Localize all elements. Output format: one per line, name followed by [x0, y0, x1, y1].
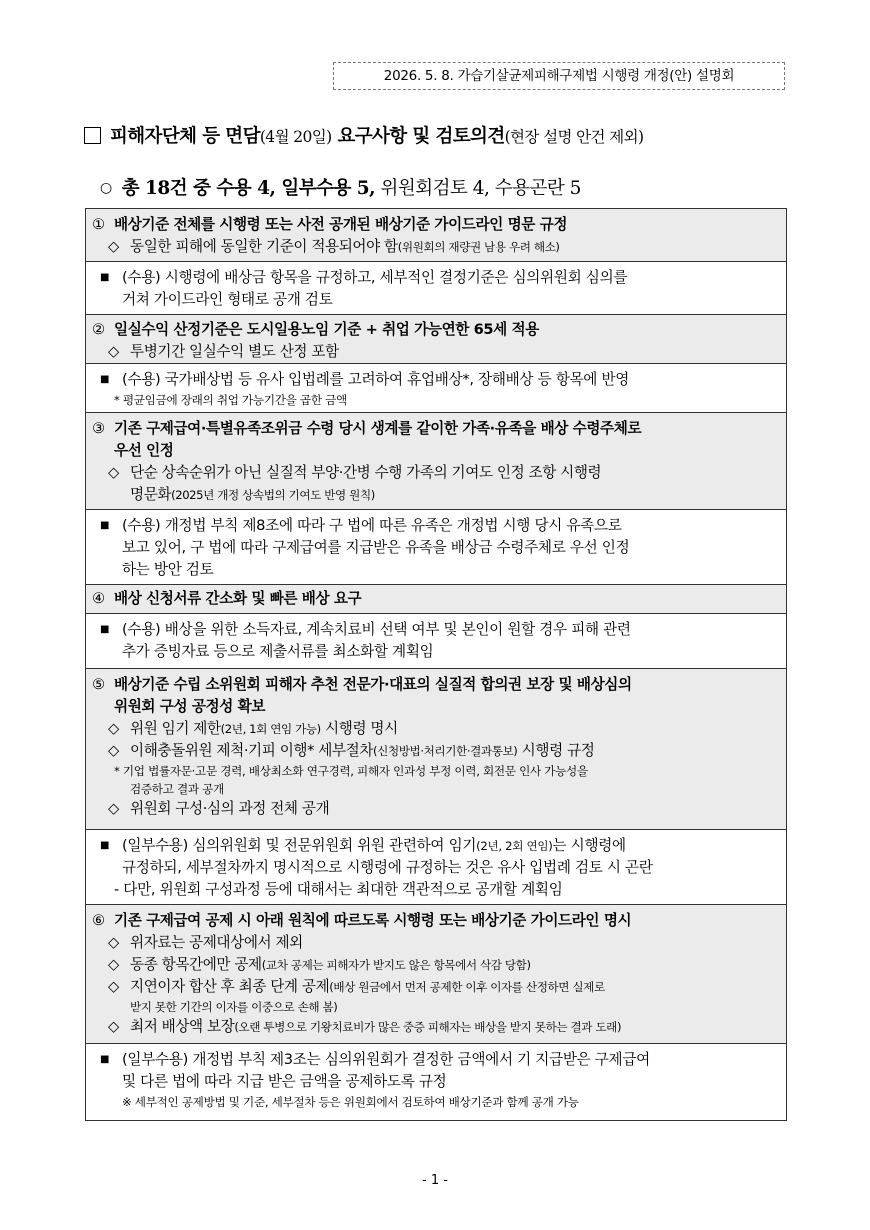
request-detail [86, 1016, 786, 1038]
detail-note: (교차 공제는 피해자가 받지도 않은 항목에서 삭감 당함) [261, 958, 531, 972]
response-row [86, 830, 787, 905]
request-detail [86, 718, 786, 740]
detail-text: 명문화 [130, 486, 172, 503]
response-text-cont [86, 289, 786, 311]
title-main: 피해자단체 등 면담 [110, 126, 260, 147]
response-text-cont [86, 857, 786, 879]
detail-text: 투병기간 일실수익 별도 산정 포함 [130, 343, 339, 360]
request-detail [86, 976, 786, 998]
requests-table [85, 208, 787, 1121]
item-number: ⑤ [92, 676, 105, 693]
response-line: 보고 있어, 구 법에 따라 구제급여를 지급받은 유족을 배상금 수령주체로 우선 인정 [122, 539, 630, 556]
request-detail-cont [86, 484, 786, 506]
response-row [86, 1044, 787, 1121]
response-cell [86, 510, 787, 585]
request-cell [86, 315, 787, 364]
request-detail-cont [86, 998, 786, 1016]
detail-note: (배상 원금에서 먼저 공제한 이후 이자를 산정하면 실제로 [329, 980, 605, 994]
request-detail [86, 932, 786, 954]
detail-text: 위원 임기 제한 [130, 720, 221, 737]
response-text-cont [86, 559, 786, 581]
response-text [86, 830, 786, 857]
heading-text: 위원회 구성 공정성 확보 [114, 698, 266, 715]
request-heading [86, 585, 786, 610]
diamond-bullet-icon: ◇ [108, 956, 119, 973]
response-row [86, 614, 787, 669]
request-detail [86, 798, 786, 820]
request-heading [86, 413, 786, 440]
response-line: 및 다른 법에 따라 지급 받은 금액을 공제하도록 규정 [122, 1073, 447, 1090]
detail-note: 받지 못한 기간의 이자를 이중으로 손해 봄) [130, 1000, 338, 1014]
diamond-bullet-icon: ◇ [108, 464, 119, 481]
response-line: 는 시행령에 [552, 837, 626, 854]
response-text [86, 510, 786, 537]
diamond-bullet-icon: ◇ [108, 800, 119, 817]
diamond-bullet-icon: ◇ [108, 238, 119, 255]
detail-text: 최저 배상액 보장 [130, 1018, 235, 1035]
heading-text: 우선 인정 [114, 442, 174, 459]
checkbox-square-icon [84, 127, 101, 144]
request-row [86, 315, 787, 364]
square-bullet-icon: ■ [100, 624, 110, 635]
request-cell [86, 209, 787, 262]
detail-text: 동종 항목간에만 공제 [130, 956, 262, 973]
request-heading [86, 209, 786, 236]
circle-bullet-icon: ○ [100, 180, 112, 196]
detail-text: 시행령 규정 [517, 742, 595, 759]
detail-text: 동일한 피해에 동일한 기준이 적용되어야 함 [130, 238, 398, 255]
title-rest: 요구사항 및 검토의견 [331, 126, 505, 147]
request-heading-cont [86, 696, 786, 718]
diamond-bullet-icon: ◇ [108, 742, 119, 759]
detail-note: (2년, 1회 연임 가능) [220, 722, 321, 736]
diamond-bullet-icon: ◇ [108, 1018, 119, 1035]
diamond-bullet-icon: ◇ [108, 934, 119, 951]
item-number: ④ [92, 590, 105, 607]
detail-note: (2025년 개정 상속법의 기여도 반영 원칙) [171, 488, 375, 502]
response-line: 추가 증빙자료 등으로 제출서류를 최소화할 계획임 [122, 643, 434, 660]
summary-rest: 위원회검토 4, 수용곤란 5 [375, 178, 581, 199]
response-line: (일부수용) 심의위원회 및 전문위원회 위원 관련하여 임기 [122, 837, 477, 854]
detail-text: 위자료는 공제대상에서 제외 [130, 934, 303, 951]
response-line: 하는 방안 검토 [122, 561, 214, 578]
item-number: ② [92, 321, 105, 338]
response-cell [86, 614, 787, 669]
response-row [86, 510, 787, 585]
square-bullet-icon: ■ [100, 1054, 110, 1065]
request-row [86, 585, 787, 614]
summary-line [100, 174, 581, 200]
response-line: (수용) 배상을 위한 소득자료, 계속치료비 선택 여부 및 본인이 원할 경우 피해 관련 [122, 621, 631, 638]
section-title [84, 122, 643, 148]
response-cell [86, 364, 787, 413]
response-line: (수용) 개정법 부칙 제8조에 따라 구 법에 따른 유족은 개정법 시행 당시 유족으로 [122, 517, 622, 534]
detail-note: (위원회의 재량권 남용 우려 해소) [397, 240, 560, 254]
request-row [86, 905, 787, 1044]
title-note: (현장 설명 안건 제외) [504, 128, 644, 146]
heading-text: 기존 구제급여·특별유족조위금 수령 당시 생계를 같이한 가족·유족을 배상 수령주체로 [114, 420, 642, 437]
detail-text: 이해충돌위원 제척·기피 이행* 세부절차 [130, 742, 374, 759]
request-heading [86, 669, 786, 696]
item-number: ⑥ [92, 912, 105, 929]
request-heading [86, 905, 786, 932]
item-number: ① [92, 216, 105, 233]
request-detail [86, 341, 786, 363]
request-detail [86, 954, 786, 976]
detail-text: 위원회 구성·심의 과정 전체 공개 [130, 800, 330, 817]
diamond-bullet-icon: ◇ [108, 978, 119, 995]
request-row [86, 413, 787, 510]
response-dash-line: - 다만, 위원회 구성과정 등에 대해서는 최대한 객관적으로 공개할 계획임 [114, 881, 563, 898]
detail-text: 지연이자 합산 후 최종 단계 공제 [130, 978, 330, 995]
square-bullet-icon: ■ [100, 374, 110, 385]
detail-note: (오랜 투병으로 기왕치료비가 많은 중증 피해자는 배상을 받지 못하는 결과 도래) [234, 1020, 622, 1034]
detail-text: 단순 상속순위가 아닌 실질적 부양·간병 수행 가족의 기여도 인정 조항 시행령 [130, 464, 602, 481]
square-bullet-icon: ■ [100, 520, 110, 531]
title-date: (4월 20일) [259, 128, 332, 146]
request-detail [86, 462, 786, 484]
response-footnote: ※ 세부적인 공제방법 및 기준, 세부절차 등은 위원회에서 검토하여 배상기준과 함께 공개 가능 [122, 1095, 579, 1109]
request-heading-cont [86, 440, 786, 462]
summary-total: 총 18건 중 수용 4, 일부수용 5, [121, 178, 376, 199]
response-text [86, 614, 786, 641]
request-cell [86, 413, 787, 510]
request-heading [86, 315, 786, 341]
diamond-bullet-icon: ◇ [108, 343, 119, 360]
response-text-cont [86, 641, 786, 663]
square-bullet-icon: ■ [100, 272, 110, 283]
heading-text: 배상기준 전체를 시행령 또는 사전 공개된 배상기준 가이드라인 명문 규정 [114, 216, 568, 233]
response-line: (일부수용) 개정법 부칙 제3조는 심의위원회가 결정한 금액에서 기 지급받은 구제급여 [122, 1051, 650, 1068]
response-cell [86, 830, 787, 905]
response-line: 규정하되, 세부절차까지 명시적으로 시행령에 규정하는 것은 유사 입법례 검토 시 곤란 [122, 859, 653, 876]
response-row [86, 262, 787, 315]
response-footnote: * 평균임금에 장래의 취업 가능기간을 곱한 금액 [114, 393, 347, 407]
response-cell [86, 1044, 787, 1121]
footnote-text: 검증하고 결과 공개 [130, 782, 224, 796]
page-number: - 1 - [422, 1173, 448, 1188]
detail-footnote-cont [86, 780, 786, 798]
response-line: (수용) 국가배상법 등 유사 입법례를 고려하여 휴업배상*, 장해배상 등 항목에 반영 [122, 371, 630, 388]
heading-text: 배상 신청서류 간소화 및 빠른 배상 요구 [114, 590, 362, 607]
response-note: (2년, 2회 연임) [476, 839, 553, 853]
response-text [86, 364, 786, 391]
request-row [86, 669, 787, 830]
heading-text: 일실수익 산정기준은 도시일용노임 기준 + 취업 가능연한 65세 적용 [114, 321, 539, 338]
response-line: (수용) 시행령에 배상금 항목을 규정하고, 세부적인 결정기준은 심의위원회 심의를 [122, 269, 628, 286]
response-line: 거쳐 가이드라인 형태로 공개 검토 [122, 291, 333, 308]
request-detail [86, 740, 786, 762]
response-row [86, 364, 787, 413]
request-cell [86, 905, 787, 1044]
heading-text: 기존 구제급여 공제 시 아래 원칙에 따르도록 시행령 또는 배상기준 가이드라인 명시 [114, 912, 632, 929]
document-header: 2026. 5. 8. 가습기살균제피해구제법 시행령 개정(안) 설명회 [333, 62, 785, 90]
request-row [86, 209, 787, 262]
response-cell [86, 262, 787, 315]
request-detail [86, 236, 786, 258]
response-text-cont [86, 1071, 786, 1093]
detail-footnote: * 기업 법률자문·고문 경력, 배상최소화 연구경력, 피해자 인과성 부정 이력, 회전문 인사 가능성을 [114, 764, 588, 778]
request-cell [86, 585, 787, 614]
response-text [86, 262, 786, 289]
item-number: ③ [92, 420, 105, 437]
diamond-bullet-icon: ◇ [108, 720, 119, 737]
response-text [86, 1044, 786, 1071]
heading-text: 배상기준 수립 소위원회 피해자 추천 전문가·대표의 실질적 합의권 보장 및 배상심의 [114, 676, 632, 693]
detail-text: 시행령 명시 [320, 720, 398, 737]
square-bullet-icon: ■ [100, 840, 110, 851]
detail-note: (신청방법·처리기한·결과통보) [373, 744, 518, 758]
request-cell [86, 669, 787, 830]
response-text-cont [86, 537, 786, 559]
